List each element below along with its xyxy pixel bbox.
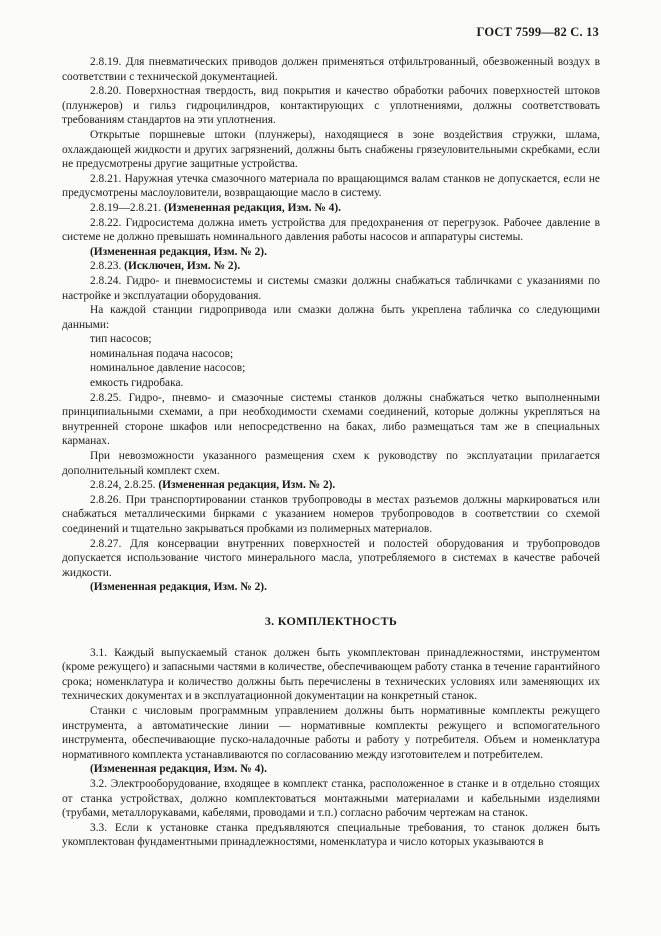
- amendment-note: (Измененная редакция, Изм. № 2).: [90, 581, 267, 594]
- paragraph: 2.8.19. Для пневматических приводов должен применяться отфильтрованный, обезвоженный воздух в соответствии с технической документацией.: [62, 56, 600, 83]
- document-body: [62, 55, 600, 850]
- list-item: номинальное давление насосов;: [90, 362, 246, 375]
- paragraph: 2.8.22. Гидросистема должна иметь устройства для предохранения от перегрузок. Рабочее давление в системе не должно превышать номинального давления работы насосов и аппаратуры системы.: [62, 216, 600, 244]
- paragraph: 3.3. Если к установке станка предъявляются специальные требования, то станок должен быть укомплектован фундаментными принадлежностями, номенклатура и число которых указываются в: [62, 821, 600, 849]
- paragraph: 3.1. Каждый выпускаемый станок должен быть укомплектован принадлежностями, инструментом (кроме режущего) и запасными частями в количестве, обеспечивающем работу станка в течение гарантийного срока; номенклатура и количество должны быть перечислены в технических условиях или заменяющих их технических документах и в эксплуатационной документации на конкретный станок.: [62, 646, 600, 703]
- paragraph: Станки с числовым программным управлением должны быть нормативные комплекты режущего инструмента, а автоматические линии — нормативные комплекты режущего и вспомогательного инструмента, обеспечивающие пуско-наладочные работы и работу у потребителя. Объем и номенклатура нормативного комплекта устанавливаются по согласованию между изготовителем и потребителем.: [62, 704, 600, 761]
- paragraph: 2.8.20. Поверхностная твердость, вид покрытия и качество обработки рабочих поверхностей штоков (плунжеров) и гильз гидроцилиндров, контактирующих с уплотнениями, должны соответствовать требованиям стандартов на эти уплотнения.: [62, 85, 600, 127]
- paragraph: 2.8.21. Наружная утечка смазочного материала по вращающимся валам станков не допускается, если не предусмотрены маслоуловители, возвращающие масло в систему.: [62, 172, 600, 200]
- paragraph: На каждой станции гидропривода или смазки должна быть укреплена табличка со следующими данными:: [62, 304, 600, 331]
- paragraph: При невозможности указанного размещения схем к руководству по эксплуатации прилагается дополнительный комплект схем.: [62, 450, 600, 477]
- section-title: 3. КОМПЛЕКТНОСТЬ: [264, 613, 398, 628]
- list-item: емкость гидробака.: [90, 377, 184, 390]
- list-item: тип насосов;: [90, 333, 152, 346]
- page-header: ГОСТ 7599—82 С. 13: [476, 25, 599, 39]
- paragraph: 3.2. Электрооборудование, входящее в комплект станка, расположенное в станке и в отдельно стоящих от станка устройствах, должно комплектоваться монтажными материалами и кабельными изделиями (трубами, металлорукавами, кабелями, проводами и т.п.) согласно рабочим чертежам на станок.: [62, 777, 600, 820]
- amendment-note: (Измененная редакция, Изм. № 4).: [90, 763, 267, 776]
- paragraph: 2.8.24. Гидро- и пневмосистемы и системы смазки должны снабжаться табличками с указаниями по настройке и эксплуатации оборудования.: [62, 274, 600, 302]
- paragraph: 2.8.26. При транспортировании станков трубопроводы в местах разъемов должны маркироваться или снабжаться металлическими бирками с указанием номеров трубопроводов в соответствии со схемой соединений и тщательно закрываться пробками из полимерных материалов.: [62, 493, 600, 535]
- paragraph: 2.8.25. Гидро-, пневмо- и смазочные системы станков должны снабжаться четко выполненными принципиальными схемами, а при необходимости схемами соединений, которые должны укрепляться на внутренней стороне шкафов или непосредственно на баках, либо размещаться там же в специальных карманах.: [62, 391, 600, 448]
- amendment-note: 2.8.19—2.8.21. (Измененная редакция, Изм. № 4).: [90, 201, 341, 214]
- amendment-note: 2.8.23. (Исключен, Изм. № 2).: [90, 260, 241, 273]
- paragraph: Открытые поршневые штоки (плунжеры), находящиеся в зоне воздействия стружки, шлама, охлаждающей жидкости и других загрязнений, должны быть снабжены грязеуловительными скребками, если не предусмотрены другие защитные устройства.: [62, 128, 600, 171]
- paragraph: 2.8.27. Для консервации внутренних поверхностей и полостей оборудования и трубопроводов допускается использование чистого минерального масла, употребляемого в системах в качестве рабочей жидкости.: [62, 537, 600, 579]
- list-item: номинальная подача насосов;: [90, 347, 234, 360]
- amendment-note: 2.8.24, 2.8.25. (Измененная редакция, Изм. № 2).: [90, 479, 336, 492]
- amendment-note: (Измененная редакция, Изм. № 2).: [90, 245, 267, 258]
